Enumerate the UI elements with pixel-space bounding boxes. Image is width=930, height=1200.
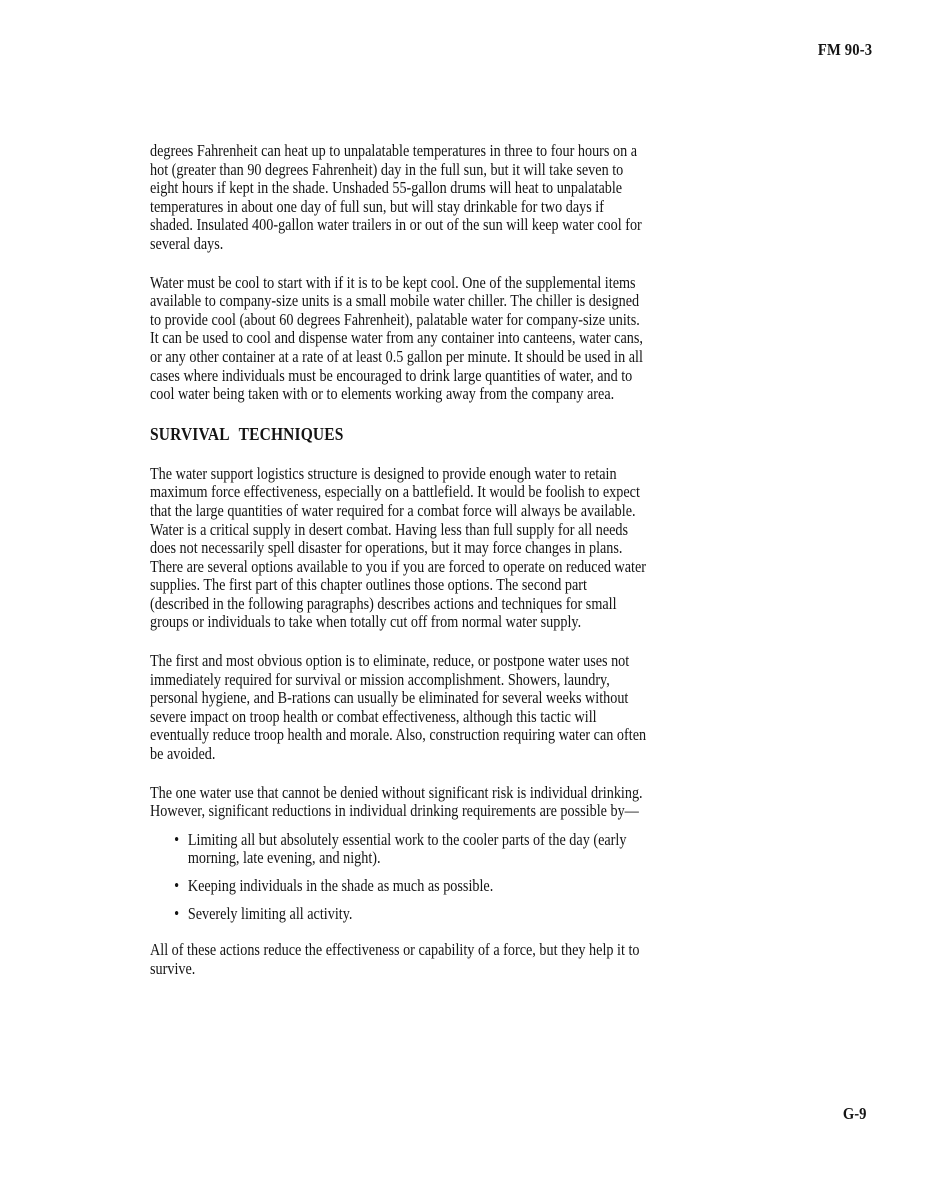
bullet-item-text: Keeping individuals in the shade as much as possible. bbox=[187, 876, 494, 895]
page-body bbox=[150, 142, 649, 998]
bullet-item-limit-activity bbox=[174, 905, 649, 924]
paragraph-logistics-structure: The water support logistics structure is designed to provide enough water to retain maximum force effectiveness, especially on a battlefield. It would be foolish to expect that the large quantities of water required for a combat force will always be available. Water is a critical supply in desert combat. Having less than full supply for all needs does not necessarily spell disaster for operations, but it may force changes in plans. There are several options available to you if you are forced to operate on reduced water supplies. The first part of this chapter outlines those options. The second part (described in the following paragraphs) describes actions and techniques for small groups or individuals to take when totally cut off from normal water supply. bbox=[150, 463, 647, 632]
bullet-marker: • bbox=[174, 876, 180, 895]
paragraph-water-chiller: Water must be cool to start with if it is to be kept cool. One of the supplemental items available to company-size units is a small mobile water chiller. The chiller is designed to provide cool (about 60 degrees Fahrenheit), palatable water for company-size units. It can be used to cool and dispense water from any container into canteens, water cans, or any other container at a rate of at least 0.5 gallon per minute. It should be used in all cases where individuals must be encouraged to drink large quantities of water, and to cool water being taken with or to elements working away from the company area. bbox=[150, 272, 643, 404]
bullet-marker: • bbox=[174, 903, 180, 923]
document-id: FM 90-3 bbox=[817, 40, 872, 59]
bullet-marker: • bbox=[174, 829, 180, 849]
bullet-item-text: Severely limiting all activity. bbox=[187, 903, 353, 923]
section-heading-survival-techniques: SURVIVAL TECHNIQUES bbox=[150, 423, 344, 444]
paragraph-conclusion: All of these actions reduce the effectiveness or capability of a force, but they help it to survive. bbox=[150, 940, 640, 978]
paragraph-individual-drinking: The one water use that cannot be denied without significant risk is individual drinking. However, significant reductions in individual drinking requirements are possible by— bbox=[150, 782, 643, 821]
bullet-item-shade bbox=[174, 877, 649, 896]
page-number: G-9 bbox=[842, 1104, 866, 1123]
paragraph-water-heating: degrees Fahrenheit can heat up to unpalatable temperatures in three to four hours on a hot (greater than 90 degrees Fahrenheit) day in the full sun, but it will take seven to eight hours if kept in the shade. Unshaded 55-gallon drums will heat to unpalatable temperatures in about one day of full sun, but will stay drinkable for two days if shaded. Insulated 400-gallon water trailers in or out of the sun will keep water cool for several days. bbox=[150, 141, 642, 253]
paragraph-eliminate-water-uses: The first and most obvious option is to eliminate, reduce, or postpone water uses not immediately required for survival or mission accomplishment. Showers, laundry, personal hygiene, and B-rations can usually be eliminated for several weeks without severe impact on troop health or combat effectiveness, although this tactic will eventually reduce troop health and morale. Also, construction requiring water can often be avoided. bbox=[150, 651, 647, 764]
bullet-item-limit-work bbox=[174, 831, 649, 868]
bullet-item-text: Limiting all but absolutely essential work to the cooler parts of the day (early morning, late evening, and night). bbox=[187, 829, 627, 868]
bullet-list-reduction-measures bbox=[150, 831, 649, 923]
